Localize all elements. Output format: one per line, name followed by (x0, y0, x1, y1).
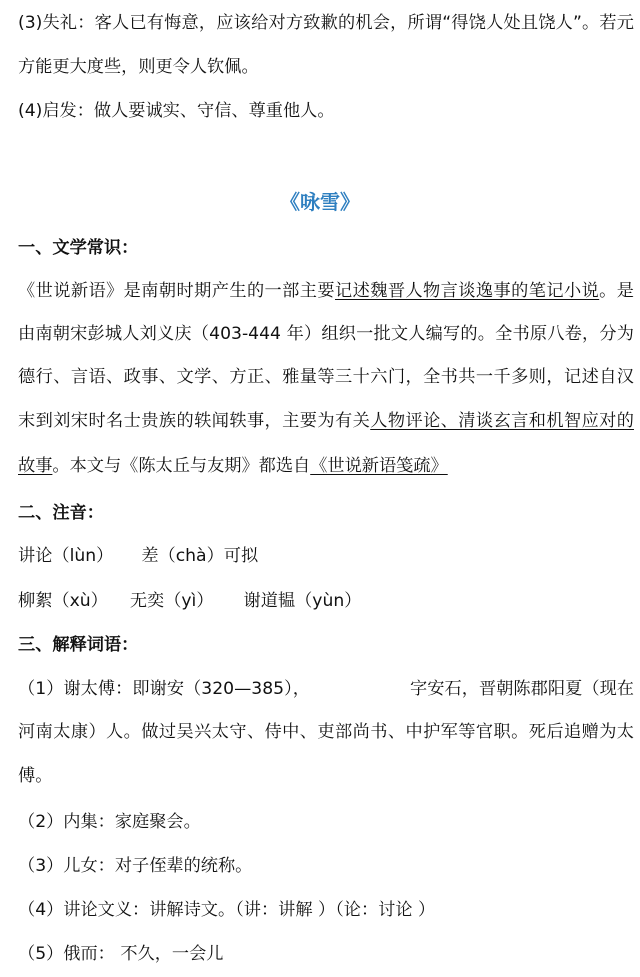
underlined-phrase: 《世说新语笺疏》 (310, 456, 448, 476)
text-segment: （1）谢太傅：即谢安（320—385）， (18, 679, 310, 699)
pinyin-item: 柳絮（xù） (18, 591, 108, 611)
section1-paragraph-line4 (18, 410, 634, 432)
pinyin-item: 谢道韫（yùn） (243, 591, 362, 611)
text-segment: 末到刘宋时名士贵族的轶闻轶事，主要为有关 (18, 411, 371, 431)
definition-4: （4）讲论文义：讲解诗文。（讲：讲解 ）（论：讨论 ） (18, 900, 436, 920)
underlined-phrase: 人物评论、清谈玄言和机智应对的 (370, 411, 634, 431)
section3-heading: 三、解释词语： (18, 635, 139, 655)
pinyin-item: 讲论（lùn） (18, 546, 114, 566)
definition-1-line1 (18, 678, 634, 700)
definition-5: （5）俄而： 不久，一会儿 (18, 944, 224, 964)
underlined-phrase: 记述魏晋人物言谈逸事的笔记小说 (335, 281, 600, 301)
text-segment: 。本文与《陈太丘与友期》都选自 (52, 456, 311, 476)
section1-paragraph-line3: 德行、言语、政事、文学、方正、雅量等三十六门，全书共一千多则，记述自汉 (18, 367, 634, 387)
underlined-phrase: 故事 (18, 456, 53, 476)
intro-item4: (4)启发：做人要诚实、守信、尊重他人。 (18, 101, 335, 121)
pinyin-item: 无奕（yì） (129, 591, 214, 611)
definition-2: （2）内集：家庭聚会。 (18, 812, 201, 832)
text-segment: 。是 (599, 281, 634, 301)
pinyin-row-2 (18, 590, 634, 612)
section1-heading: 一、文学常识： (18, 238, 139, 258)
definition-1-line2: 河南太康）人。做过吴兴太守、侍中、吏部尚书、中护军等官职。死后追赠为太 (18, 722, 634, 742)
pinyin-row-1 (18, 545, 634, 567)
definition-1-line3: 傅。 (18, 766, 53, 786)
section1-paragraph-line5 (18, 455, 634, 477)
section2-heading: 二、注音： (18, 503, 104, 523)
intro-item3-line1: (3)失礼：客人已有悔意，应该给对方致歉的机会，所谓“得饶人处且饶人”。若元 (18, 13, 634, 33)
intro-item3-line2: 方能更大度些，则更令人钦佩。 (18, 57, 259, 77)
pinyin-item: 差（chà）可拟 (141, 546, 259, 566)
section1-paragraph-line1 (18, 280, 634, 302)
text-segment: 字安石，晋朝陈郡阳夏（现在 (410, 679, 634, 699)
definition-3: （3）儿女：对子侄辈的统称。 (18, 856, 253, 876)
page-title: 《咏雪》 (280, 190, 360, 214)
text-segment: 《世说新语》是南朝时期产生的一部主要 (18, 281, 335, 301)
section1-paragraph-line2: 由南朝宋彭城人刘义庆（403-444 年）组织一批文人编写的。全书原八卷，分为 (18, 324, 634, 344)
